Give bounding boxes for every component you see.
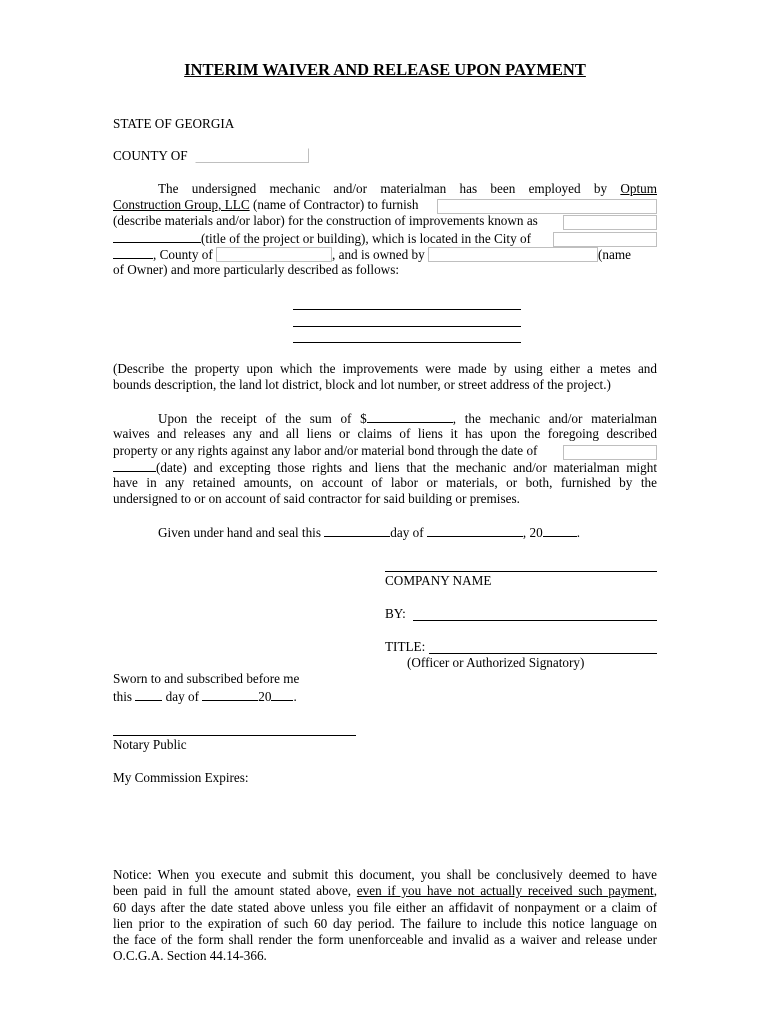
year-prefix-text: , 20 <box>522 525 543 540</box>
receipt-text-1b: , the mechanic and/or materialman <box>452 411 657 426</box>
notice-text-1: Notice: When you execute and submit this document, you shall be conclusively deemed to have <box>113 867 657 882</box>
county-label: COUNTY OF <box>113 148 188 163</box>
intro-text-2: (name of Contractor) to furnish <box>252 197 419 212</box>
description-line-1[interactable] <box>293 309 521 310</box>
receipt-text-5: have in any retained amounts, on account of labor or materials, or both, furnished by the <box>113 475 657 490</box>
intro-text-6: of Owner) and more particularly described as follows: <box>113 262 399 277</box>
receipt-text-6: undersigned to or on account of said contractor for said building or premises. <box>113 491 520 506</box>
company-name-label: COMPANY NAME <box>385 573 492 588</box>
given-text: Given under hand and seal this <box>158 525 321 540</box>
by-row <box>385 606 657 622</box>
sworn-period: . <box>293 689 297 704</box>
city-cont-blank[interactable] <box>113 246 153 259</box>
sworn-day-field[interactable] <box>135 688 162 701</box>
document-title <box>0 60 770 80</box>
notice-text-2a: been paid in full the amount stated above, <box>113 883 352 898</box>
notice-line-6 <box>113 948 657 964</box>
intro-line-1 <box>113 181 657 197</box>
county-name-field[interactable] <box>216 247 332 262</box>
project-title-blank[interactable] <box>113 230 201 243</box>
sworn-line-2 <box>113 688 297 705</box>
county-of-text: , County of <box>153 247 213 262</box>
intro-text-1: The undersigned mechanic and/or materialman has been employed by <box>158 181 608 196</box>
given-month-field[interactable] <box>427 524 523 537</box>
county-field[interactable] <box>195 148 309 163</box>
notice-line-2 <box>113 883 657 899</box>
describe-line-2 <box>113 377 657 393</box>
intro-line-3 <box>113 213 657 230</box>
receipt-text-3: property or any rights against any labor and/or material bond through the date of <box>113 443 538 458</box>
sworn-day-of-text: day of <box>165 689 199 704</box>
receipt-line-3 <box>113 443 657 460</box>
owner-field[interactable] <box>428 247 598 262</box>
owned-by-text: , and is owned by <box>332 247 425 262</box>
through-date-field[interactable] <box>563 445 657 460</box>
receipt-text-4: (date) and excepting those rights and liens that the mechanic and/or materialman might <box>156 460 657 475</box>
notice-line-5 <box>113 932 657 948</box>
title-row <box>385 639 657 655</box>
sum-field[interactable] <box>367 410 453 423</box>
sworn-year-prefix: 20 <box>258 689 272 704</box>
intro-text-4: (title of the project or building), which is located in the City of <box>201 231 531 246</box>
sworn-month-field[interactable] <box>202 688 258 701</box>
notice-line-3 <box>113 900 657 916</box>
notary-signature-line[interactable] <box>113 735 356 736</box>
signatory-label: (Officer or Authorized Signatory) <box>407 655 585 670</box>
company-signature-line[interactable] <box>385 571 657 572</box>
commission-expires-label: My Commission Expires: <box>113 770 249 785</box>
materials-field[interactable] <box>437 199 657 214</box>
sworn-this-text: this <box>113 689 133 704</box>
contractor-name-part1: Optum <box>620 181 657 196</box>
city-field[interactable] <box>553 232 657 247</box>
through-date-cont[interactable] <box>113 459 156 472</box>
sworn-year-field[interactable] <box>271 688 293 701</box>
by-field[interactable] <box>413 608 657 621</box>
notice-emphasis: even if you have not actually received such payment <box>356 883 654 898</box>
receipt-sum-text: Upon the receipt of the sum of $ <box>158 411 367 426</box>
given-day-field[interactable] <box>324 524 390 537</box>
receipt-line-2 <box>113 426 657 442</box>
sworn-line-1: Sworn to and subscribed before me <box>113 671 300 686</box>
given-line <box>158 524 580 541</box>
intro-line-5 <box>113 246 657 263</box>
name-text: (name <box>597 247 631 262</box>
notice-line-1 <box>113 867 657 883</box>
notary-public-label: Notary Public <box>113 737 187 752</box>
document-title-text: INTERIM WAIVER AND RELEASE UPON PAYMENT <box>184 60 586 79</box>
receipt-line-4 <box>113 459 657 476</box>
intro-line-2 <box>113 197 657 214</box>
receipt-line-1 <box>113 410 657 427</box>
project-known-field[interactable] <box>563 215 657 230</box>
description-line-3[interactable] <box>293 342 521 343</box>
day-of-text: day of <box>390 525 424 540</box>
describe-text-2: bounds description, the land lot district, block and lot number, or street address of the project.) <box>113 377 611 392</box>
describe-text-1: (Describe the property upon which the improvements were made by using either a metes and <box>113 361 657 376</box>
given-period: . <box>576 525 580 540</box>
intro-line-4 <box>113 230 657 247</box>
title-label: TITLE: <box>385 639 426 654</box>
intro-line-6 <box>113 262 657 278</box>
county-row <box>113 148 309 164</box>
contractor-name-part2: Construction Group, LLC <box>113 197 250 212</box>
description-line-2[interactable] <box>293 326 521 327</box>
receipt-text-2: waives and releases any and all liens or claims of liens it has upon the foregoing described <box>113 426 657 441</box>
notice-text-3: 60 days after the date stated above unless you file either an affidavit of nonpayment or a claim of <box>113 900 657 915</box>
intro-text-3: (describe materials and/or labor) for the construction of improvements known as <box>113 213 538 228</box>
notice-line-4 <box>113 916 657 932</box>
receipt-line-5 <box>113 475 657 491</box>
by-label: BY: <box>385 606 406 621</box>
notice-text-5: the face of the form shall render the form unenforceable and invalid as a waiver and release under <box>113 932 657 947</box>
title-field[interactable] <box>429 641 657 654</box>
notice-text-6: O.C.G.A. Section 44.14-366. <box>113 948 267 963</box>
describe-line-1 <box>113 361 657 377</box>
state-label: STATE OF GEORGIA <box>113 116 235 131</box>
given-year-field[interactable] <box>543 524 577 537</box>
receipt-line-6 <box>113 491 657 507</box>
notice-comma: , <box>653 883 658 898</box>
notice-text-4: lien prior to the expiration of such 60 day period. The failure to include this notice language on <box>113 916 657 931</box>
